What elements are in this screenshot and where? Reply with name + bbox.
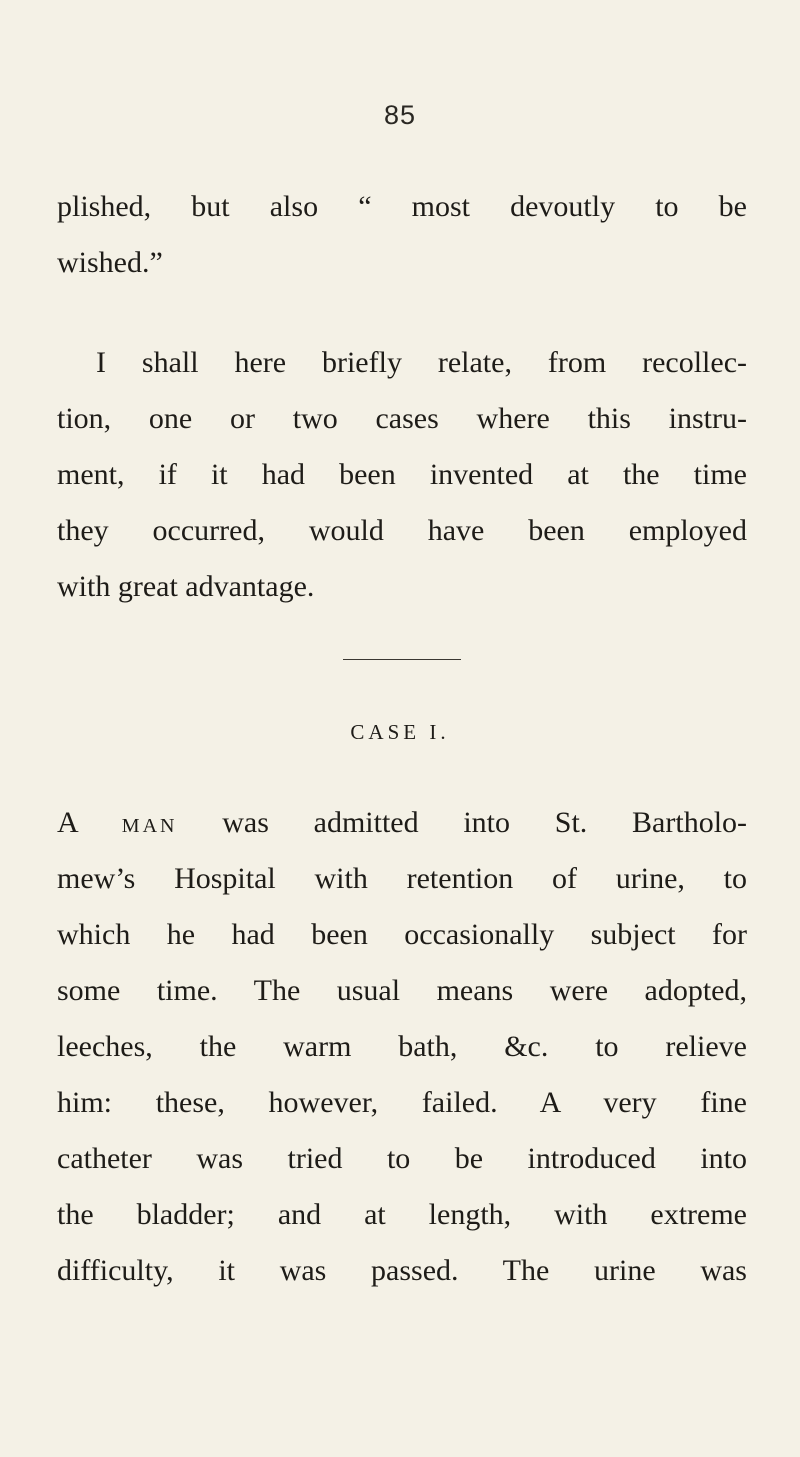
text-line: some time. The usual means were adopted, <box>57 974 747 1007</box>
text-line: mew’s Hospital with retention of urine, to <box>57 862 747 895</box>
text-line: with great advantage. <box>57 570 315 603</box>
page-number: 85 <box>383 100 417 130</box>
section-divider <box>343 659 461 660</box>
text-line: difficulty, it was passed. The urine was <box>57 1254 747 1287</box>
text-line: ment, if it had been invented at the time <box>57 458 747 491</box>
text-line: tion, one or two cases where this instru- <box>57 402 747 435</box>
text-line: leeches, the warm bath, &c. to relieve <box>57 1030 747 1063</box>
text-line: wished.” <box>57 246 163 279</box>
text-line: him: these, however, failed. A very fine <box>57 1086 747 1119</box>
text-line-rest: was admitted into St. Bartholo- <box>222 806 748 839</box>
text-line: the bladder; and at length, with extreme <box>57 1198 747 1231</box>
text-line: they occurred, would have been employed <box>57 514 747 547</box>
text-line: which he had been occasionally subject for <box>57 918 747 951</box>
text-line: plished, but also “ most devoutly to be <box>57 190 747 223</box>
text-line: catheter was tried to be introduced into <box>57 1142 747 1175</box>
text-line <box>57 805 747 844</box>
text-line: I shall here briefly relate, from recollec- <box>96 346 747 379</box>
small-caps-word: MAN <box>121 815 178 837</box>
case-heading: CASE I. <box>350 720 450 744</box>
first-word: A <box>57 806 78 839</box>
